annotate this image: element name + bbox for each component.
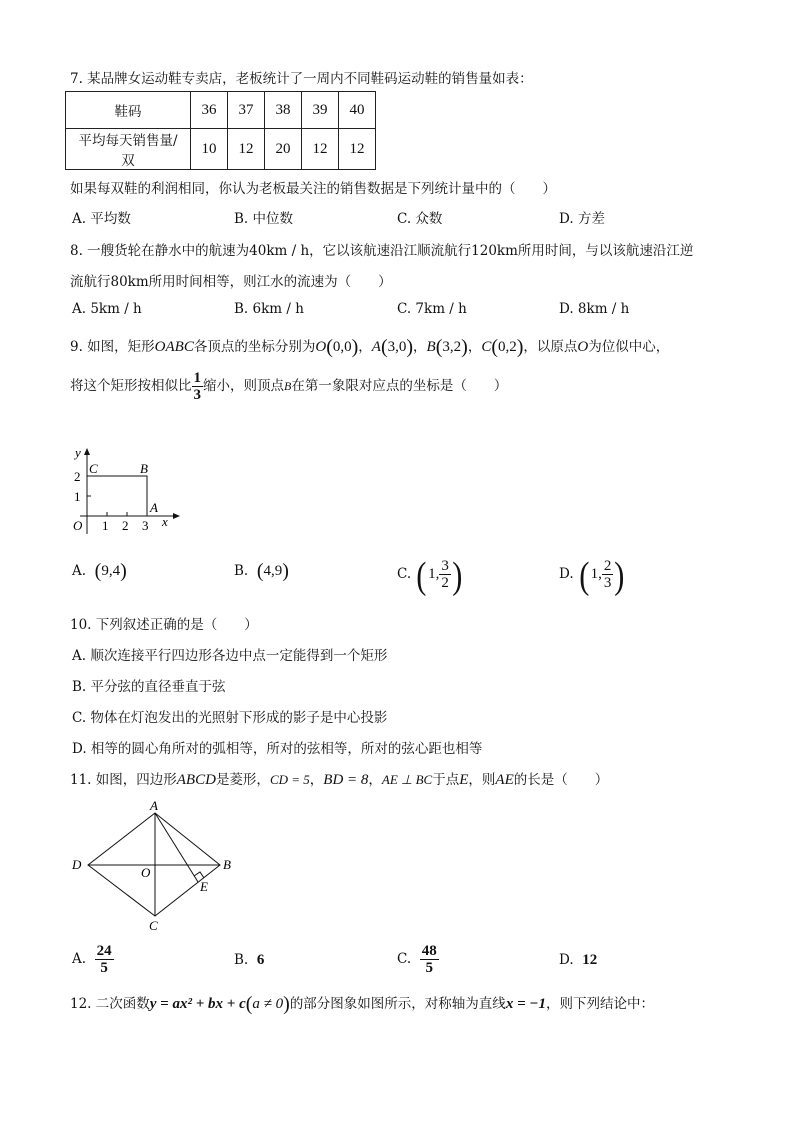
table-cell: 20 <box>265 129 302 170</box>
q11-option-c <box>397 943 439 976</box>
option-label: B. <box>234 952 249 968</box>
q9-vertex-b: B <box>284 379 292 393</box>
y-tick-label: 1 <box>74 489 81 504</box>
fraction-numerator: 24 <box>96 943 112 959</box>
q11-option-a <box>72 943 114 976</box>
q9-coord-o: 0,0 <box>332 339 352 355</box>
table-cell: 40 <box>339 92 376 129</box>
option-value: 1, <box>590 566 602 582</box>
fraction-denominator: 2 <box>441 575 449 591</box>
q9-coordinate-graph <box>66 444 186 536</box>
q10-option-b: B. 平分弦的直径垂直于弦 <box>72 679 226 695</box>
q9-option-b: B. (4,9) <box>234 560 289 582</box>
q12-stem: 12. 二次函数y = ax² + bx + c(a ≠ 0)的部分图象如图所示，对称轴为直线x = −1，则下列结论中： <box>70 993 654 1015</box>
q12-end: ，则下列结论中： <box>545 996 654 1012</box>
q8-line-1: 8. 一艘货轮在静水中的航速为40km / h，它以该航速沿江顺流航行120km所用时间，与以该航速沿江逆 <box>70 243 694 259</box>
option-value: 1, <box>428 566 440 582</box>
q11-cd: CD = 5 <box>269 772 310 787</box>
q7-option-b: B. 中位数 <box>234 211 294 227</box>
q7-sales-table <box>65 91 376 170</box>
point-label-c: C <box>149 918 158 933</box>
q9-option-d: D. (1, $\frac{2}{3}$ ) <box>559 555 625 597</box>
point-label-c: C <box>89 461 98 476</box>
q8-option-c: C. 7km / h <box>397 301 467 317</box>
y-tick-label: 2 <box>74 469 81 484</box>
option-label: D. <box>559 952 574 968</box>
q9-line2-post: 缩小，则顶点 <box>203 378 284 394</box>
q7-question: 如果每双鞋的利润相同，你认为老板最关注的销售数据是下列统计量中的（ ） <box>70 181 556 197</box>
q11-ae: AE <box>495 772 514 788</box>
option-value: 6 <box>256 952 265 968</box>
point-label-o: O <box>141 865 151 880</box>
q9-option-a: A. (9,4) <box>72 560 127 582</box>
option-fraction <box>602 558 614 591</box>
y-axis-label: y <box>75 445 81 460</box>
q9-coord-text: 各顶点的坐标分别为 <box>193 339 316 355</box>
point-label-a: A <box>150 500 158 515</box>
option-label: C. <box>397 566 412 582</box>
fraction-denominator: 5 <box>100 960 108 976</box>
x-tick-label: 1 <box>102 518 109 533</box>
q12-axis: x = −1 <box>505 996 546 1012</box>
q11-end: 的长是（ ） <box>513 772 609 788</box>
q9-point-c: C <box>481 339 492 355</box>
q12-mid: 的部分图象如图所示，对称轴为直线 <box>289 996 506 1012</box>
table-cell: 10 <box>191 129 228 170</box>
table-cell: 37 <box>228 92 265 129</box>
q12-pre: 12. 二次函数 <box>70 996 150 1012</box>
q10-option-d: D. 相等的圆心角所对的弧相等，所对的弦相等，所对的弦心距也相等 <box>72 741 483 757</box>
option-label: D. <box>559 566 574 582</box>
q7-stem: 7. 某品牌女运动鞋专卖店，老板统计了一周内不同鞋码运动鞋的销售量如表： <box>70 71 533 87</box>
point-label-o: O <box>73 518 83 533</box>
rectangle-oabc <box>87 476 147 516</box>
option-value: 4,9 <box>263 563 283 579</box>
q11-perp-tail: 于点 <box>432 772 460 788</box>
option-label: C. <box>397 951 412 967</box>
q11-rhombus-figure <box>68 796 240 934</box>
q9-line2-pre: 将这个矩形按相似比 <box>70 378 192 394</box>
q9-line-1: 9. 如图，矩形OABC各顶点的坐标分别为O(0,0)，A(3,0)，B(3,2)，C(0,2)，以原点O为位似中心， <box>70 336 670 358</box>
q11-option-d <box>559 952 597 969</box>
table-cell: 38 <box>265 92 302 129</box>
option-label: A. <box>72 563 87 579</box>
q12-condition: a ≠ 0 <box>252 996 284 1012</box>
fraction-numerator: 1 <box>193 370 201 386</box>
point-label-e: E <box>200 879 208 894</box>
q9-point-a: A <box>371 339 381 355</box>
q10-option-c: C. 物体在灯泡发出的光照射下形成的影子是中心投影 <box>72 710 388 726</box>
point-label-b: B <box>140 461 148 476</box>
q9-coord-b: 3,2 <box>442 339 462 355</box>
x-tick-label: 3 <box>142 518 149 533</box>
fraction-numerator: 2 <box>603 558 612 574</box>
q8-option-b: B. 6km / h <box>234 301 304 317</box>
q9-tail-3: 为位似中心， <box>588 339 670 355</box>
q8-option-d: D. 8km / h <box>559 301 630 317</box>
q11-point-e: E <box>459 772 469 788</box>
option-fraction <box>95 943 114 976</box>
fraction-denominator: 5 <box>425 960 433 976</box>
q11-perp: AE ⊥ BC <box>381 772 433 787</box>
segment-ae <box>155 813 198 882</box>
q8-option-a: A. 5km / h <box>72 301 142 317</box>
x-tick-label: 2 <box>122 518 129 533</box>
q11-shape-name: ABCD <box>176 772 216 788</box>
table-row <box>66 129 376 170</box>
q9-coord-a: 3,0 <box>387 339 407 355</box>
q11-bd: BD = 8 <box>323 772 369 788</box>
point-label-d: D <box>72 857 82 872</box>
q11-option-b <box>234 952 264 969</box>
q9-center-o: O <box>577 339 589 355</box>
table-header-sales: 平均每天销售量/双 <box>66 129 191 170</box>
q11-mid: 是菱形， <box>215 772 270 788</box>
q9-line-2 <box>70 370 507 403</box>
option-label: B. <box>234 563 249 579</box>
point-label-b: B <box>223 857 231 872</box>
fraction-denominator: 3 <box>193 387 201 403</box>
q10-stem: 10. 下列叙述正确的是（ ） <box>70 617 258 633</box>
option-fraction <box>439 558 451 591</box>
q9-option-c: C. (1, $\frac{3}{2}$ ) <box>397 555 463 597</box>
table-row <box>66 92 376 129</box>
q7-option-c: C. 众数 <box>397 211 443 227</box>
q9-coord-c: 0,2 <box>498 339 517 355</box>
x-axis-label: x <box>162 514 168 529</box>
option-label: A. <box>72 951 87 967</box>
fraction-denominator: 3 <box>603 575 612 591</box>
q7-option-a: A. 平均数 <box>72 211 131 227</box>
option-value: 12 <box>582 952 598 968</box>
table-cell: 12 <box>339 129 376 170</box>
table-cell: 36 <box>191 92 228 129</box>
option-value: 9,4 <box>101 563 121 579</box>
q7-option-d: D. 方差 <box>559 211 605 227</box>
fraction-numerator: 48 <box>421 943 437 959</box>
q9-point-b: B <box>426 339 436 355</box>
table-header-size: 鞋码 <box>66 92 191 129</box>
point-label-a: A <box>150 798 158 813</box>
q9-prefix: 9. 如图，矩形 <box>70 339 155 355</box>
q11-stem: 11. 如图，四边形ABCD是菱形，CD = 5，BD = 8，AE ⊥ BC于点E，则AE的长是（ ） <box>70 772 609 788</box>
fraction-numerator: 3 <box>441 558 449 574</box>
q9-tail-1: 以原点 <box>536 339 578 355</box>
q9-line2-end: 在第一象限对应点的坐标是（ ） <box>291 378 508 394</box>
q10-option-a: A. 顺次连接平行四边形各边中点一定能得到一个矩形 <box>72 648 388 664</box>
table-cell: 12 <box>228 129 265 170</box>
q8-line-2: 流航行80km所用时间相等，则江水的流速为（ ） <box>70 274 392 290</box>
q12-formula: y = ax² + bx + c <box>149 996 246 1012</box>
table-cell: 12 <box>302 129 339 170</box>
q9-ratio-fraction <box>192 370 204 403</box>
y-axis-arrow-icon <box>84 448 90 455</box>
x-axis-arrow-icon <box>173 513 180 519</box>
q11-tail: ，则 <box>468 772 496 788</box>
option-fraction <box>420 943 439 976</box>
q9-point-o: O <box>315 339 327 355</box>
q9-rect-name: OABC <box>154 339 194 355</box>
q11-pre: 11. 如图，四边形 <box>70 772 177 788</box>
table-cell: 39 <box>302 92 339 129</box>
